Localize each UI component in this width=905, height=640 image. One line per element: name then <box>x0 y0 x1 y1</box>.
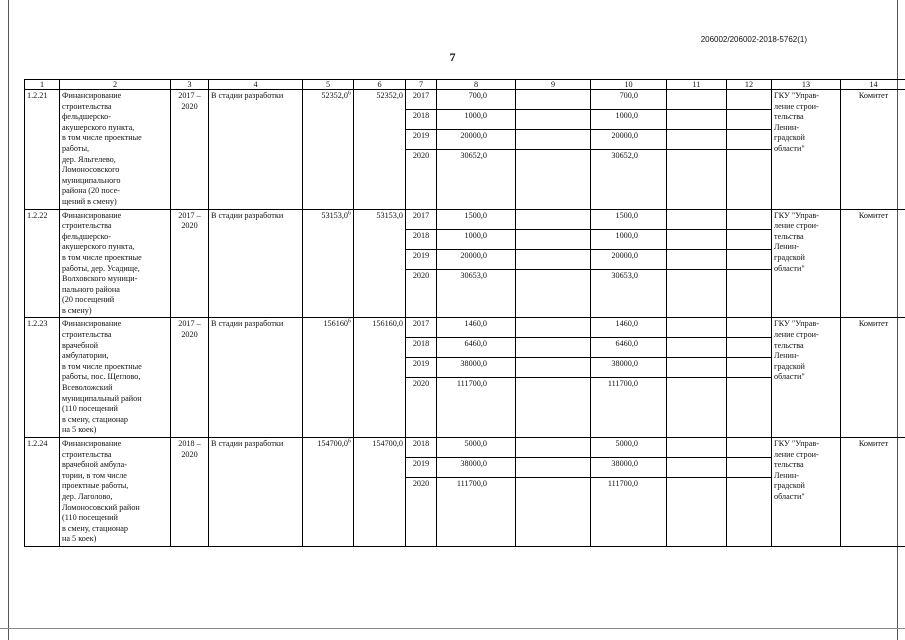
program-table <box>24 79 905 547</box>
design-status: В стадии разработки <box>209 209 303 318</box>
item-name-line: проектные работы, <box>62 481 129 491</box>
year-cell: 2018 <box>406 229 437 249</box>
total-cost: 53153,0 <box>354 209 406 318</box>
item-name-line: Финансирование <box>62 210 122 220</box>
total-funding-cell: 20000,0 <box>437 249 516 269</box>
local-budget-cell <box>667 229 727 249</box>
regional-budget-cell: 20000,0 <box>591 249 667 269</box>
year-cell: 2018 <box>406 438 437 458</box>
column-number: 14 <box>841 80 905 90</box>
regional-budget-cell: 1460,0 <box>591 318 667 338</box>
footnote-marker: 6 <box>348 209 351 216</box>
year-cell: 2017 <box>406 90 437 110</box>
item-name-line: акушерского пункта, <box>62 122 135 132</box>
executor-line: градской <box>774 481 805 491</box>
item-name-line: дер. Яльгелево, <box>62 154 116 164</box>
local-budget-cell <box>667 458 727 478</box>
estimated-cost <box>303 318 354 438</box>
federal-budget-cell <box>516 338 591 358</box>
page-number: 7 <box>449 50 456 64</box>
regional-budget-cell: 30653,0 <box>591 269 667 318</box>
federal-budget-cell <box>516 249 591 269</box>
local-budget-cell <box>667 130 727 150</box>
federal-budget-cell <box>516 209 591 229</box>
total-funding-cell: 20000,0 <box>437 130 516 150</box>
item-name-line: в том числе проектные <box>62 252 142 262</box>
total-funding-cell: 111700,0 <box>437 478 516 547</box>
total-funding-cell: 1000,0 <box>437 229 516 249</box>
item-name-line: фельдшерско- <box>62 231 111 241</box>
column-number: 12 <box>727 80 772 90</box>
item-name-line: врачебной амбула- <box>62 460 127 470</box>
responsible-executor <box>772 209 841 318</box>
item-name-line: строительства <box>62 221 112 231</box>
regional-budget-cell: 1000,0 <box>591 110 667 130</box>
item-name-line: (20 посещений <box>62 295 115 305</box>
item-name-line: амбулатории, <box>62 351 109 361</box>
estimated-cost-value: 53153,0 <box>321 210 348 220</box>
total-funding-cell: 111700,0 <box>437 378 516 438</box>
item-name-line: врачебной <box>62 340 99 350</box>
year-cell: 2019 <box>406 249 437 269</box>
federal-budget-cell <box>516 90 591 110</box>
local-budget-cell <box>667 209 727 229</box>
other-sources-cell <box>727 150 772 210</box>
column-number: 13 <box>772 80 841 90</box>
local-budget-cell <box>667 378 727 438</box>
regional-budget-cell: 6460,0 <box>591 338 667 358</box>
federal-budget-cell <box>516 318 591 338</box>
item-name-line: тории, в том числе <box>62 470 127 480</box>
item-name-line: (110 посещений <box>62 404 118 414</box>
federal-budget-cell <box>516 150 591 210</box>
item-code: 1.2.24 <box>25 438 60 547</box>
item-code: 1.2.22 <box>25 209 60 318</box>
other-sources-cell <box>727 209 772 229</box>
item-name <box>60 90 171 210</box>
estimated-cost <box>303 438 354 547</box>
design-status: В стадии разработки <box>209 90 303 210</box>
estimated-cost-value: 156160 <box>323 319 348 329</box>
item-name-line: муниципальный район <box>62 393 142 403</box>
year-cell: 2018 <box>406 338 437 358</box>
other-sources-cell <box>727 378 772 438</box>
executor-line: области" <box>774 491 805 501</box>
item-name-line: Финансирование <box>62 439 122 448</box>
item-name-line: муниципального <box>62 175 121 185</box>
footnote-marker: 6 <box>348 90 351 97</box>
executor-line: ГКУ "Управ- <box>774 210 819 220</box>
other-sources-cell <box>727 438 772 458</box>
item-name-line: в том числе проектные <box>62 133 142 143</box>
federal-budget-cell <box>516 358 591 378</box>
item-name-line: района (20 посе- <box>62 186 121 196</box>
total-funding-cell: 30653,0 <box>437 269 516 318</box>
item-name-line: Финансирование <box>62 319 122 329</box>
scan-edge-left <box>8 0 9 640</box>
executor-line: градской <box>774 361 805 371</box>
implementation-period <box>171 209 209 318</box>
table-body <box>25 80 905 547</box>
executor-line: Ленин- <box>774 351 800 361</box>
other-sources-cell <box>727 318 772 338</box>
local-budget-cell <box>667 358 727 378</box>
responsible-executor <box>772 318 841 438</box>
federal-budget-cell <box>516 269 591 318</box>
executor-line: ление строи- <box>774 330 819 340</box>
period-line: 2018 – <box>178 439 201 448</box>
executor-line: области" <box>774 372 805 382</box>
item-name-line: акушерского пункта, <box>62 242 135 252</box>
executor-line: ление строи- <box>774 101 819 111</box>
table-row <box>25 318 905 338</box>
period-line: 2017 – <box>178 91 201 100</box>
column-number: 8 <box>437 80 516 90</box>
column-number-row <box>25 80 905 90</box>
item-name-line: Всеволожский <box>62 383 113 393</box>
regional-budget-cell: 38000,0 <box>591 458 667 478</box>
item-name-line: строительства <box>62 101 112 111</box>
implementation-period <box>171 90 209 210</box>
other-sources-cell <box>727 478 772 547</box>
local-budget-cell <box>667 478 727 547</box>
total-funding-cell: 1500,0 <box>437 209 516 229</box>
period-line: 2020 <box>181 330 198 340</box>
item-name-line: пального района <box>62 284 120 294</box>
item-name-line: дер. Лаголово, <box>62 491 113 501</box>
year-cell: 2019 <box>406 458 437 478</box>
other-sources-cell <box>727 249 772 269</box>
total-funding-cell: 5000,0 <box>437 438 516 458</box>
item-name-line: Финансирование <box>62 91 122 100</box>
year-cell: 2019 <box>406 358 437 378</box>
executor-line: тельства <box>774 112 804 122</box>
item-name-line: Ломоносовского <box>62 165 120 175</box>
total-funding-cell: 30652,0 <box>437 150 516 210</box>
table-row <box>25 90 905 110</box>
estimated-cost <box>303 90 354 210</box>
executor-line: тельства <box>774 231 804 241</box>
local-budget-cell <box>667 318 727 338</box>
total-funding-cell: 700,0 <box>437 90 516 110</box>
year-cell: 2020 <box>406 378 437 438</box>
design-status: В стадии разработки <box>209 318 303 438</box>
responsible-executor <box>772 438 841 547</box>
design-status: В стадии разработки <box>209 438 303 547</box>
local-budget-cell <box>667 110 727 130</box>
column-number: 7 <box>406 80 437 90</box>
regional-budget-cell: 5000,0 <box>591 438 667 458</box>
item-name-line: работы, дер. Усадище, <box>62 263 140 273</box>
table-row <box>25 438 905 458</box>
other-sources-cell <box>727 229 772 249</box>
item-name-line: строительства <box>62 330 112 340</box>
federal-budget-cell <box>516 378 591 438</box>
local-budget-cell <box>667 249 727 269</box>
federal-budget-cell <box>516 130 591 150</box>
item-name-line: фельдшерско- <box>62 112 111 122</box>
column-number: 1 <box>25 80 60 90</box>
executor-line: области" <box>774 143 805 153</box>
local-budget-cell <box>667 269 727 318</box>
item-name-line: Волховского муници- <box>62 274 138 284</box>
implementation-period <box>171 318 209 438</box>
other-sources-cell <box>727 90 772 110</box>
period-line: 2020 <box>181 101 198 111</box>
coordinator: Комитет <box>841 318 905 438</box>
local-budget-cell <box>667 90 727 110</box>
period-line: 2020 <box>181 449 198 459</box>
executor-line: Ленин- <box>774 122 800 132</box>
executor-line: Ленин- <box>774 470 800 480</box>
executor-line: ГКУ "Управ- <box>774 91 819 100</box>
regional-budget-cell: 20000,0 <box>591 130 667 150</box>
implementation-period <box>171 438 209 547</box>
item-name-line: Ломоносовский район <box>62 502 140 512</box>
item-name-line: на 5 коек) <box>62 425 97 435</box>
responsible-executor <box>772 90 841 210</box>
executor-line: ление строи- <box>774 449 819 459</box>
item-code: 1.2.21 <box>25 90 60 210</box>
item-name-line: в смену, стационар <box>62 414 129 424</box>
period-line: 2020 <box>181 221 198 231</box>
coordinator: Комитет <box>841 438 905 547</box>
column-number: 10 <box>591 80 667 90</box>
item-name-line: работы, пос. Щеглово, <box>62 372 141 382</box>
year-cell: 2019 <box>406 130 437 150</box>
item-name-line: на 5 коек) <box>62 534 97 544</box>
executor-line: ление строи- <box>774 221 819 231</box>
item-name-line: (110 посещений <box>62 513 118 523</box>
local-budget-cell <box>667 338 727 358</box>
period-line: 2017 – <box>178 210 201 220</box>
executor-line: тельства <box>774 340 804 350</box>
item-name-line: в смену) <box>62 305 92 315</box>
coordinator: Комитет <box>841 209 905 318</box>
regional-budget-cell: 38000,0 <box>591 358 667 378</box>
total-funding-cell: 38000,0 <box>437 458 516 478</box>
total-funding-cell: 38000,0 <box>437 358 516 378</box>
executor-line: Ленин- <box>774 242 800 252</box>
item-name-line: в том числе проектные <box>62 361 142 371</box>
item-name <box>60 209 171 318</box>
item-code: 1.2.23 <box>25 318 60 438</box>
other-sources-cell <box>727 338 772 358</box>
local-budget-cell <box>667 150 727 210</box>
other-sources-cell <box>727 269 772 318</box>
estimated-cost-value: 154700,0 <box>317 439 348 448</box>
executor-line: области" <box>774 263 805 273</box>
other-sources-cell <box>727 458 772 478</box>
period-line: 2017 – <box>178 319 201 329</box>
year-cell: 2020 <box>406 269 437 318</box>
total-funding-cell: 1460,0 <box>437 318 516 338</box>
other-sources-cell <box>727 130 772 150</box>
table-row <box>25 209 905 229</box>
federal-budget-cell <box>516 110 591 130</box>
regional-budget-cell: 700,0 <box>591 90 667 110</box>
column-number: 5 <box>303 80 354 90</box>
column-number: 6 <box>354 80 406 90</box>
other-sources-cell <box>727 110 772 130</box>
regional-budget-cell: 111700,0 <box>591 378 667 438</box>
year-cell: 2020 <box>406 150 437 210</box>
estimated-cost <box>303 209 354 318</box>
other-sources-cell <box>727 358 772 378</box>
federal-budget-cell <box>516 438 591 458</box>
total-funding-cell: 1000,0 <box>437 110 516 130</box>
item-name <box>60 438 171 547</box>
item-name-line: строительства <box>62 449 112 459</box>
column-number: 4 <box>209 80 303 90</box>
year-cell: 2018 <box>406 110 437 130</box>
regional-budget-cell: 30652,0 <box>591 150 667 210</box>
regional-budget-cell: 1500,0 <box>591 209 667 229</box>
item-name-line: в смену, стационар <box>62 523 129 533</box>
regional-budget-cell: 1000,0 <box>591 229 667 249</box>
executor-line: тельства <box>774 460 804 470</box>
column-number: 2 <box>60 80 171 90</box>
federal-budget-cell <box>516 478 591 547</box>
item-name <box>60 318 171 438</box>
item-name-line: щений в смену) <box>62 196 117 206</box>
year-cell: 2017 <box>406 318 437 338</box>
scan-edge-bottom <box>0 628 905 629</box>
executor-line: градской <box>774 252 805 262</box>
federal-budget-cell <box>516 229 591 249</box>
footnote-marker: 6 <box>348 318 351 325</box>
estimated-cost-value: 52352,0 <box>321 91 348 100</box>
federal-budget-cell <box>516 458 591 478</box>
total-cost: 154700,0 <box>354 438 406 547</box>
document-id: 206002/206002-2018-5762(1) <box>700 35 807 44</box>
local-budget-cell <box>667 438 727 458</box>
regional-budget-cell: 111700,0 <box>591 478 667 547</box>
executor-line: градской <box>774 133 805 143</box>
coordinator: Комитет <box>841 90 905 210</box>
total-cost: 52352,0 <box>354 90 406 210</box>
footnote-marker: 6 <box>348 438 351 445</box>
year-cell: 2017 <box>406 209 437 229</box>
executor-line: ГКУ "Управ- <box>774 319 819 329</box>
executor-line: ГКУ "Управ- <box>774 439 819 448</box>
total-funding-cell: 6460,0 <box>437 338 516 358</box>
column-number: 9 <box>516 80 591 90</box>
item-name-line: работы, <box>62 143 90 153</box>
year-cell: 2020 <box>406 478 437 547</box>
column-number: 3 <box>171 80 209 90</box>
column-number: 11 <box>667 80 727 90</box>
total-cost: 156160,0 <box>354 318 406 438</box>
